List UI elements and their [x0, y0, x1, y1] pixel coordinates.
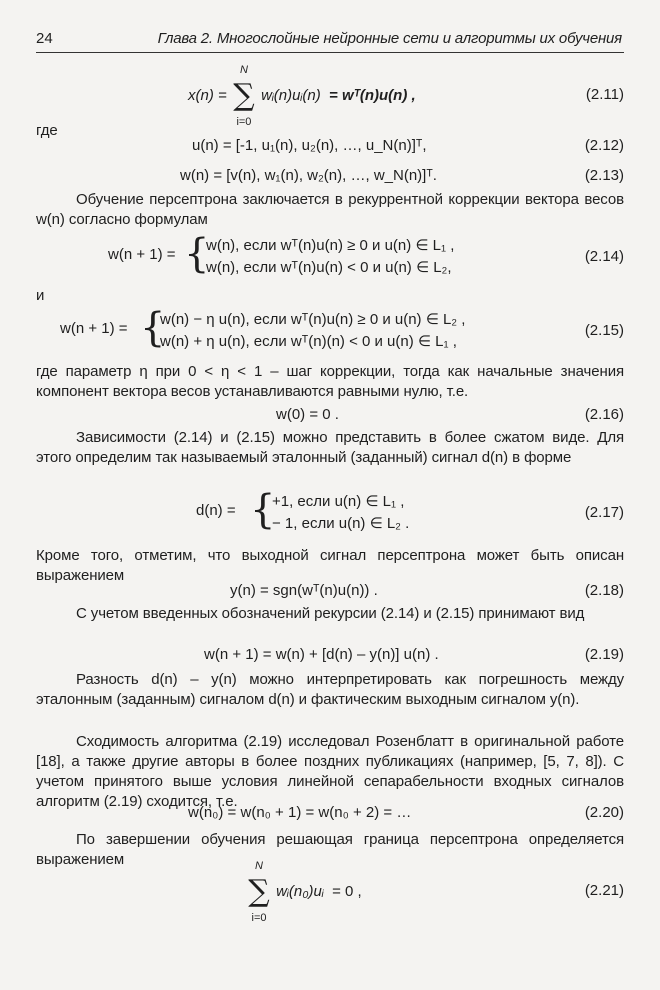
equation-number: (2.11) [585, 86, 624, 103]
equation-2-14-case-2: w(n), если wᵀ(n)u(n) < 0 и u(n) ∈ L₂, [206, 259, 452, 276]
paragraph-difference: Разность d(n) – y(n) можно интерпретировать как погрешность между эталонным (заданным) сигналом d(n) и фактическим выходным сигналом y(n). [36, 671, 624, 708]
equation-2-18 [36, 582, 624, 602]
paragraph-learning: Обучение персептрона заключается в рекуррентной коррекции вектора весов w(n) согласно формулам [36, 191, 624, 228]
equation-number: (2.18) [584, 582, 624, 599]
equation-2-15 [36, 306, 624, 356]
equation-2-13 [36, 167, 624, 187]
equation-number: (2.16) [584, 406, 624, 423]
equation-2-21-rhs: = 0 , [332, 882, 362, 900]
equation-2-15-lhs: w(n + 1) = [60, 320, 128, 337]
page-header [36, 30, 624, 53]
equation-number: (2.14) [584, 248, 624, 265]
equation-number: (2.17) [584, 504, 624, 521]
equation-number: (2.19) [584, 646, 624, 663]
equation-2-17-case-2: − 1, если u(n) ∈ L₂ . [272, 515, 410, 532]
page-number: 24 [36, 30, 53, 47]
left-brace: { [250, 487, 276, 533]
equation-2-15-case-1: w(n) − η u(n), если wᵀ(n)u(n) ≥ 0 и u(n) ∈ L₂ , [160, 311, 466, 328]
paragraph-recursion: С учетом введенных обозначений рекурсии (2.14) и (2.15) принимают вид [76, 605, 585, 622]
equation-2-18-body: y(n) = sgn(wᵀ(n)u(n)) . [230, 582, 378, 599]
equation-number: (2.21) [584, 882, 624, 899]
equation-2-11-lhs: x(n) = [188, 86, 227, 104]
equation-2-21-term: wᵢ(n₀)uᵢ [276, 882, 324, 900]
summation-symbol: N ∑ i=0 [246, 878, 272, 906]
equation-2-20 [36, 804, 624, 824]
paragraph-parameter: где параметр η при 0 < η < 1 – шаг коррекции, тогда как начальные значения компонент вектора весов устанавливаются равными нулю, т.е. [36, 363, 624, 400]
equation-number: (2.15) [584, 322, 624, 339]
equation-number: (2.20) [584, 804, 624, 821]
equation-2-16-body: w(0) = 0 . [276, 406, 339, 423]
equation-2-17-lhs: d(n) = [196, 502, 236, 519]
left-brace: { [184, 231, 210, 277]
equation-2-13-body: w(n) = [v(n), w₁(n), w₂(n), …, w_N(n)]ᵀ. [180, 167, 437, 184]
equation-2-12 [36, 137, 624, 157]
left-brace: { [140, 305, 166, 351]
equation-2-17-case-1: +1, если u(n) ∈ L₁ , [272, 493, 405, 510]
equation-number: (2.13) [584, 167, 624, 184]
sum-upper-limit: N [239, 64, 248, 76]
sum-upper-limit: N [255, 860, 263, 872]
equation-2-15-case-2: w(n) + η u(n), если wᵀ(n)(n) < 0 и u(n) ∈ L₁ , [160, 333, 457, 350]
equation-2-11-rhs: = wᵀ(n)u(n) , [329, 86, 416, 104]
equation-2-19-body: w(n + 1) = w(n) + [d(n) – y(n)] u(n) . [204, 646, 439, 663]
and-label: и [36, 287, 45, 304]
paragraph-dependencies: Зависимости (2.14) и (2.15) можно представить в более сжатом виде. Для этого определим так называемый эталонный (заданный) сигнал d(n) в форме [36, 429, 624, 466]
equation-2-14-lhs: w(n + 1) = [108, 246, 176, 263]
sum-lower-limit: i=0 [251, 912, 267, 924]
equation-2-11-body [188, 64, 416, 128]
paragraph-output: Кроме того, отметим, что выходной сигнал персептрона может быть описан выражением [36, 547, 624, 584]
where-label-1: где [36, 122, 58, 139]
equation-number: (2.12) [584, 137, 624, 154]
equation-2-19 [36, 646, 624, 666]
summation-symbol: N ∑ i=0 [231, 82, 257, 110]
equation-2-14-case-1: w(n), если wᵀ(n)u(n) ≥ 0 и u(n) ∈ L₁ , [206, 237, 455, 254]
equation-2-20-body: w(n₀) = w(n₀ + 1) = w(n₀ + 2) = … [188, 804, 412, 821]
equation-2-21 [36, 860, 624, 924]
equation-2-11-term: wᵢ(n)uᵢ(n) [261, 86, 321, 104]
equation-2-14 [36, 232, 624, 282]
paragraph-convergence: Сходимость алгоритма (2.19) исследовал Розенблатт в оригинальной работе [18], а также другие авторы в более поздних публикациях (например, [5, 7, 8]). С учетом принятого выше условия линейной сепарабельности входных сигналов алгоритм (2.19) сходится, т.е. [36, 733, 624, 810]
paragraph-boundary: По завершении обучения решающая граница персептрона определяется выражением [36, 831, 624, 868]
sum-lower-limit: i=0 [236, 116, 252, 128]
equation-2-12-body: u(n) = [-1, u₁(n), u₂(n), …, u_N(n)]ᵀ, [192, 137, 427, 154]
equation-2-21-body [246, 860, 362, 924]
equation-2-11 [36, 64, 624, 128]
equation-2-17 [36, 488, 624, 538]
running-head: Глава 2. Многослойные нейронные сети и алгоритмы их обучения [157, 30, 622, 47]
equation-2-16 [36, 406, 624, 426]
